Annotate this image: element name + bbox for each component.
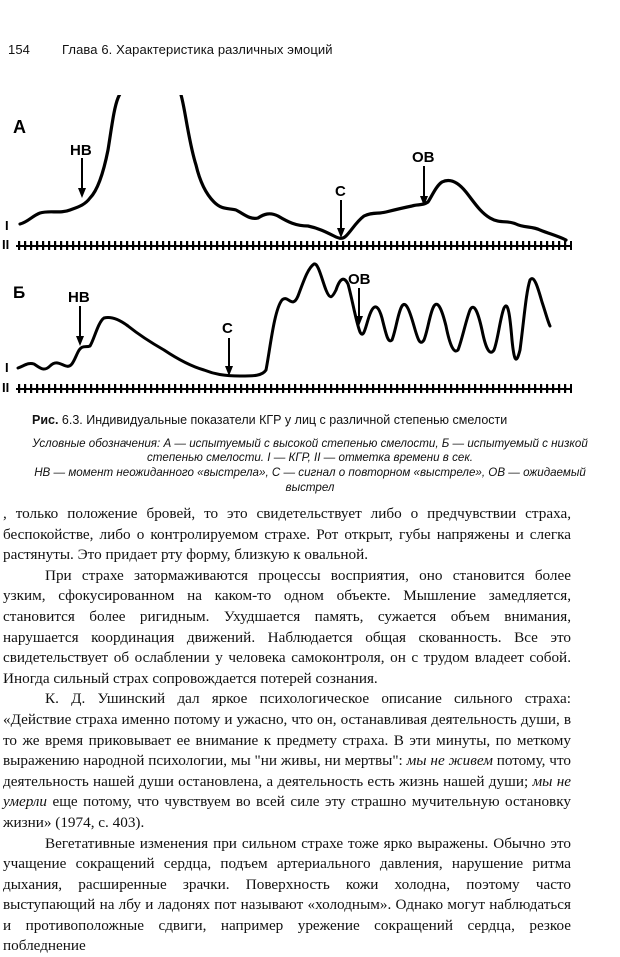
panel-b-label: Б [13, 283, 25, 302]
paragraph-3-part-e: еще потому, что чувствуем во всей силе эту страшно мучительную остановку жизни» (1974, с. 403). [3, 793, 571, 831]
figure-caption-title: 6.3. Индивидуальные показатели КГР у лиц с различной степенью смелости [58, 413, 507, 427]
legend-line-1: Условные обозначения: А — испытуемый с высокой степенью смелости, Б — испытуемый с низкой [0, 436, 620, 451]
panel-b-line-i-label: I [5, 360, 9, 375]
panel-a-c-label: С [335, 183, 346, 200]
panel-b-hv-label: НВ [68, 289, 90, 306]
panel-b-hv-arrowhead [76, 336, 84, 346]
panel-b-ov-label: ОВ [348, 271, 371, 288]
gsr-figure [0, 95, 620, 405]
panel-a-line-ii-label: II [2, 237, 9, 252]
paragraph-3-italic-1: мы не живем [407, 752, 493, 769]
legend-line-2: степенью смелости. I — КГР, II — отметка времени в сек. [0, 450, 620, 465]
panel-b-time-ticks [16, 384, 572, 393]
page-number: 154 [8, 42, 62, 57]
chapter-title: Глава 6. Характеристика различных эмоций [62, 42, 333, 57]
figure-caption-prefix: Рис. [32, 413, 58, 427]
panel-a-hv-arrowhead [78, 188, 86, 198]
body-text [3, 504, 571, 957]
paragraph-3 [3, 689, 571, 833]
legend-line-3: НВ — момент неожиданного «выстрела», С — сигнал о повторном «выстреле», ОВ — ожидаемый [0, 465, 620, 480]
paragraph-3-part-c: потому, что деятельность нашей души остановлена, а деятельность есть жизнь нашей души; [3, 752, 571, 790]
paragraph-4: Вегетативные изменения при сильном страхе тоже ярко выражены. Обычно это учащение сокращений сердца, подъем артериального давления, нарушение ритма дыхания, расширенные зрачки. Поверхность кожи холодна, поэтому часто выступающий на лбу и ладонях пот называют «холодным». Однако могут наблюдаться и противоположные сдвиги, например урежение сокращений сердца, резкое побледнение [3, 834, 571, 957]
panel-b-c-label: С [222, 320, 233, 337]
panel-a-line-i-label: I [5, 218, 9, 233]
legend-line-4: выстрел [0, 480, 620, 495]
panel-a-gsr-curve [20, 95, 566, 240]
paragraph-2: При страхе затормаживаются процессы восприятия, оно становится более узким, сфокусированном на каком-то одном объекте. Мышление замедляется, становится более ригидным. Ухудшается память, сужается объем внимания, нарушается координация движений. Наблюдается общая скованность. Все это свидетельствует об ослаблении у человека самоконтроля, он с трудом владеет собой. Иногда сильный страх сопровождается потерей сознания. [3, 566, 571, 690]
figure-caption [32, 413, 612, 428]
panel-a-label: А [13, 117, 26, 137]
running-header [8, 42, 333, 57]
panel-a-hv-label: НВ [70, 142, 92, 159]
panel-b-line-ii-label: II [2, 380, 9, 395]
panel-a-time-ticks [16, 241, 572, 250]
paragraph-3-part-a: К. Д. Ушинский дал яркое психологическое описание сильного страха: «Действие страха именно потому и ужасно, что он, останавливая деятельность души, в то же время приковывает ее внимание к предмету страха. В эти минуты, по меткому выражению народной психологии, мы "ни живы, ни мертвы": [3, 690, 571, 769]
paragraph-3-italic-2: мы не умерли [3, 773, 571, 811]
panel-a-ov-label: ОВ [412, 149, 435, 166]
paragraph-1: , только положение бровей, то это свидетельствует либо о предчувствии страха, беспокойстве, либо о контролируемом страхе. Рот открыт, губы напряжены и слегка растянуты. Это придает рту форму, близкую к овальной. [3, 504, 571, 566]
panel-b-gsr-curve [18, 264, 550, 376]
